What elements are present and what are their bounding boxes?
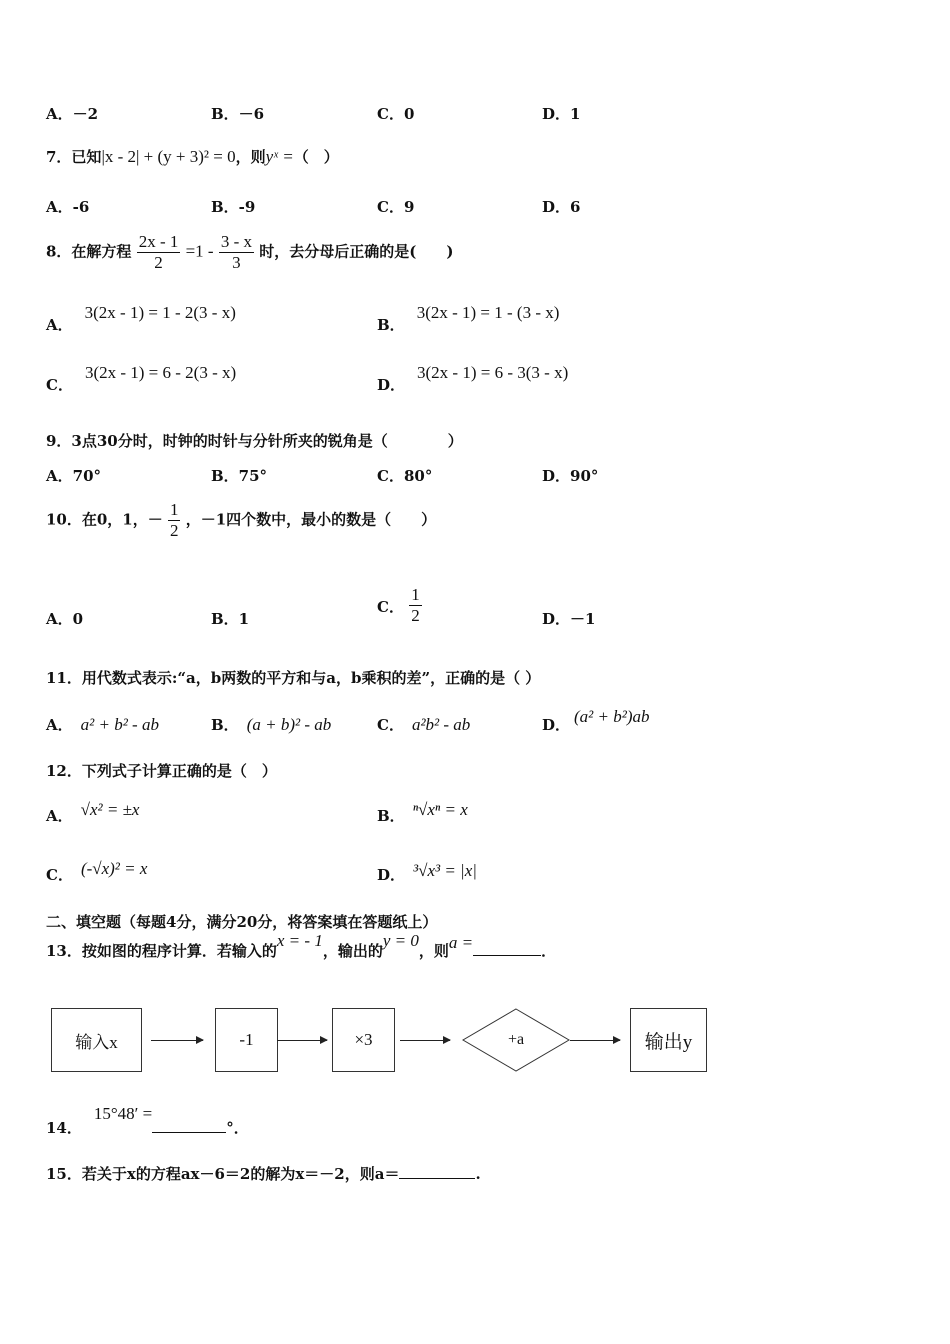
q14-label: 14． [46,1119,82,1137]
question-9: 9．3点30分时，时钟的时针与分针所夹的锐角是（ ） [46,432,463,450]
flow-arrow-1 [151,1040,203,1041]
q7-option-b: B．-9 [211,198,256,216]
q8-fraction-1: $\frac{2x - 1}{2}$ [138,232,179,272]
q14-answer-blank [152,1132,226,1133]
q14-suffix: °． [226,1119,249,1137]
q10-option-a: A．0 [46,610,84,628]
q7-expr: yˣ = [265,147,294,166]
q7-option-c: C．9 [377,198,415,216]
flow-arrow-3 [400,1040,450,1041]
q8-suffix: 时，去分母后正确的是( ) [259,242,454,261]
q12-option-a: A． √x² = ±x [46,800,140,825]
q8-option-a: A．3(2x - 1) = 1 - 2(3 - x) [46,303,236,334]
q10-option-c: C． $\frac{1}{2}$ [377,585,420,625]
q9-option-d: D．90° [542,467,599,485]
q9-option-a: A．70° [46,467,102,485]
q10-suffix: ，－1四个数中，最小的数是（ ） [185,510,437,529]
q9-option-c: C．80° [377,467,433,485]
q13-prefix: 13．按如图的程序计算．若输入的 [46,942,277,960]
q11-option-d: D． (a² + b²)ab [542,707,650,734]
q14-expr: 15°48′ = [93,1104,153,1123]
question-14 [46,1104,249,1138]
question-15 [46,1163,481,1184]
q8-fraction-2: $\frac{3 - x}{3}$ [220,232,252,272]
q15-text: 15．若关于x的方程ax－6＝2的解为x＝－2，则a＝ [46,1165,400,1183]
q8-prefix: 8．在解方程 [46,242,132,261]
q10-c-fraction: $\frac{1}{2}$ [411,585,420,625]
q10-prefix: 10．在0，1，－ [46,510,163,529]
q8-option-c: C．3(2x - 1) = 6 - 2(3 - x) [46,363,237,394]
q13-mid2: ，则 [418,942,449,960]
q7-mid: ，则 [235,148,266,166]
q7-option-d: D．6 [542,198,581,216]
q10-fraction: $\frac{1}{2}$ [169,500,179,540]
flow-input-box: 输入x [51,1008,142,1072]
q12-option-b: B． ⁿ√xⁿ = x [377,800,468,825]
question-8 [46,232,453,273]
q10-option-d: D．－1 [542,610,596,628]
flow-plus-a-label: +a [507,1031,525,1048]
q12-option-d: D． ³√x³ = |x| [377,861,477,884]
q13-answer-blank [473,955,541,956]
q13-expr-a: a = [448,933,474,952]
q7-equation: |x - 2| + (y + 3)² = 0 [101,147,236,166]
q8-option-b: B．3(2x - 1) = 1 - (3 - x) [377,303,560,334]
section-2-heading: 二、填空题（每题4分，满分20分，将答案填在答题纸上） [46,913,438,931]
question-12: 12．下列式子计算正确的是（ ） [46,762,277,780]
q12-option-c: C． (-√x)² = x [46,859,148,884]
q11-option-c: C． a²b² - ab [377,715,471,734]
q8-eq-mid: =1 - [185,241,214,261]
flow-minus-one-box: -1 [215,1008,278,1072]
q15-answer-blank [399,1178,475,1179]
q6-option-c: C．0 [377,105,415,123]
q8-option-d: D．3(2x - 1) = 6 - 3(3 - x) [377,363,569,394]
question-11: 11．用代数式表示:“a，b两数的平方和与a，b乘积的差”，正确的是（ ） [46,669,541,687]
flow-times-three-box: ×3 [332,1008,395,1072]
q10-option-b: B．1 [211,610,250,628]
q11-option-b: B． (a + b)² - ab [211,715,332,734]
q15-suffix: . [475,1165,481,1183]
q9-option-b: B．75° [211,467,268,485]
q7-prefix: 7．已知 [46,148,102,166]
question-10 [46,500,436,541]
q6-option-d: D．1 [542,105,581,123]
question-7 [46,146,339,167]
question-13 [46,931,557,961]
q7-option-a: A．-6 [46,198,90,216]
q7-suffix: （ ） [293,148,339,166]
q13-mid: ，输出的 [322,942,383,960]
q6-option-b: B．－6 [211,105,265,123]
q13-expr-y: y = 0 [382,931,419,950]
flow-plus-a-diamond [462,1008,570,1072]
flow-arrow-4 [570,1040,620,1041]
q6-option-a: A．－2 [46,105,99,123]
flow-arrow-2 [277,1040,327,1041]
q11-option-a: A． a² + b² - ab [46,715,159,734]
flow-output-box: 输出y [630,1008,707,1072]
q13-expr-x: x = - 1 [276,931,323,950]
q13-suffix: ． [541,942,557,960]
